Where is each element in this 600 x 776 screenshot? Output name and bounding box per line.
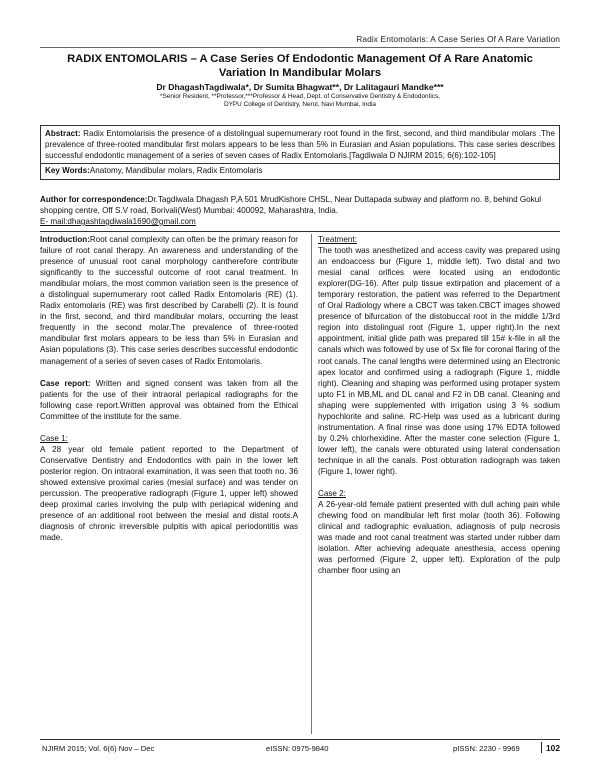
- title-block: [40, 52, 560, 110]
- keywords-text: Anatomy, Mandibular molars, Radix Entomolaris: [89, 166, 263, 175]
- treatment-heading: Treatment:: [318, 235, 357, 244]
- case-1-paragraph: [40, 433, 298, 543]
- correspondence: [40, 194, 560, 227]
- footer-journal: NJIRM 2015; Vol. 6(6) Nov – Dec: [42, 744, 155, 753]
- correspondence-text: Dr.Tagdiwala Dhagash P,A 501 MrudKishore CHSL, Near Duttapada subway and platform no. 8, behind Gokul shopping centre, Off S.V road, Borivali(West) Mumbai: 400092, Maharashtra, India.: [40, 195, 542, 215]
- column-divider: [311, 234, 312, 734]
- treatment-text: The tooth was anesthetized and access cavity was prepared using an endoaccess bur (Figure 1, middle left). Two distal and two mesial canal orifices were located using an endodontic explorer(DG-16). After pulp tissue extirpation and placement of a temporary restoration, the patient was referred to the Department of Oral Radiology where a CBCT was taken.CBCT images showed presence of bifurcation of the distobuccal root in the middle 1/3rd region into distolingual root (Figure 1, upper right).In the next appointment, initial glide path was prepared till 15# k-file in all the canals which was followed by use of Sx file for coronal flaring of the root canals. The canal lengths were determined using an Electronic apex locator and confirmed using a radiograph (Figure 1, middle right). Cleaning and shaping was performed using protaper system upto F1 in MB,ML and DL canal and F2 in DB canal. Cleaning and shaping were supplemented with irrigation using 3 % sodium hypochlorite and saline. RC-Help was used as a lubricant during instrumentation. A final rinse was done using 17% EDTA followed by 0.2% chlorhexidine. After the master cone selection (Figure 1, lower left), the canals were obturated using lateral condensation technique in all the canals. Post obturation radiograph was taken (Figure 1, lower right).: [318, 246, 560, 476]
- case-report-heading: Case report:: [40, 378, 91, 388]
- case-2-heading: Case 2:: [318, 489, 346, 499]
- abstract-text: Radix Entomolarisis the presence of a distolingual supernumerary root found in the first, second, and third mandibular molars .The prevalence of three-rooted mandibular first molars appears to be less than 5% in Eurasian and Asian populations. This case series describes successful endodontic management of a series of seven cases of Radix Entomolaris.[Tagdiwala D NJIRM 2015; 6(6):102-105]: [45, 129, 555, 160]
- correspondence-email[interactable]: E- mail:dhagashtagdiwala1690@gmail.com: [40, 217, 196, 226]
- footer-rule: [40, 739, 560, 740]
- left-column: [40, 234, 298, 554]
- case-1-text: A 28 year old female patient reported to the Department of Conservative Dentistry and Endodontics with pain in the lower left posterior region. On intraoral examination, it was seen that tooth no. 36 showed extensive proximal caries (mesial surface) and was tender on percussion. The preoperative radiograph (Figure 1, upper left) showed deep proximal caries involving the pulp with periapical widening and presence of an additional root between the mesial and distal roots.A diagnosis of chronic irreversible pulpitis with apical periodontitis was made.: [40, 444, 298, 543]
- keywords: [45, 164, 555, 177]
- affiliation-line-2: DYPU College of Dentistry, Nerul, Navi Mumbai, India: [224, 101, 376, 109]
- title-line-1: RADIX ENTOMOLARIS – A Case Series Of Endodontic Management Of A Rare Anatomic: [67, 53, 533, 65]
- introduction-heading: Introduction:: [40, 235, 90, 244]
- keywords-label: Key Words:: [45, 166, 90, 175]
- correspondence-rule: [40, 231, 560, 232]
- abstract: [45, 127, 555, 162]
- correspondence-address: [40, 194, 560, 216]
- footer: [40, 744, 560, 756]
- page-number: 102: [541, 742, 560, 753]
- running-head: Radix Entomolaris: A Case Series Of A Rare Variation: [356, 34, 560, 44]
- affiliation-line-1: *Senior Resident, **Professor,***Professor & Head, Dept. of Conservative Dentistry & Endodontics,: [160, 93, 440, 100]
- footer-eissn: eISSN: 0975-9840: [266, 744, 329, 753]
- title-line-2: Variation In Mandibular Molars: [218, 67, 382, 79]
- header-rule: [40, 47, 560, 48]
- introduction-text: Root canal complexity can often be the primary reason for failure of root canal therapy. An awareness and understanding of the presence of unusual root canal morphology cantherefore contribute significantly to the successful outcome of root canal treatment. In mandibular molars, the most common variation seen is the presence of a distolingual supernumerary root called Radix Entomolaris (RE) (1). Radix entomolaris (RE) was first described by Carabelli (2). It is found in the first, second, and third mandibular molars, occurring the least frequently in the second molar.The prevalence of three-rooted mandibular first molars appears to be less than 5% in Eurasian and Asian populations (3). This case series describes successful endodontic management of a series of seven cases of Radix Entomolaris.: [40, 235, 298, 366]
- right-column: [318, 234, 560, 587]
- case-2-text: A 26-year-old female patient presented with dull aching pain while chewing food on mandibular left first molar (tooth 36). Following clinical and radiographic evaluation, adiagnosis of pulp necrosis was made and root canal treatment was started under rubber dam isolation. After achieving adequate anesthesia, access opening was performed (Figure 2, upper left). Exploration of the pulp chamber floor using an: [318, 500, 560, 576]
- case-2-paragraph: [318, 488, 560, 576]
- introduction-paragraph: [40, 234, 298, 367]
- treatment-paragraph: [318, 234, 560, 477]
- correspondence-label: Author for correspondence:: [40, 195, 148, 204]
- case-report-paragraph: [40, 378, 298, 422]
- footer-pissn: pISSN: 2230 - 9969: [453, 744, 520, 753]
- case-1-heading: Case 1:: [40, 433, 68, 443]
- case-report-text: Written and signed consent was taken from all the patients for the use of their intraoral periapical radiographs for the following case report.Written approval was obtained from the Ethical Committee of the institute for the same.: [40, 378, 298, 421]
- paper-title: [40, 52, 560, 80]
- abstract-label: Abstract:: [45, 129, 81, 138]
- authors: Dr DhagashTagdiwala*, Dr Sumita Bhagwat**, Dr Lalitagauri Mandke***: [156, 82, 444, 92]
- abstract-box: [40, 125, 560, 180]
